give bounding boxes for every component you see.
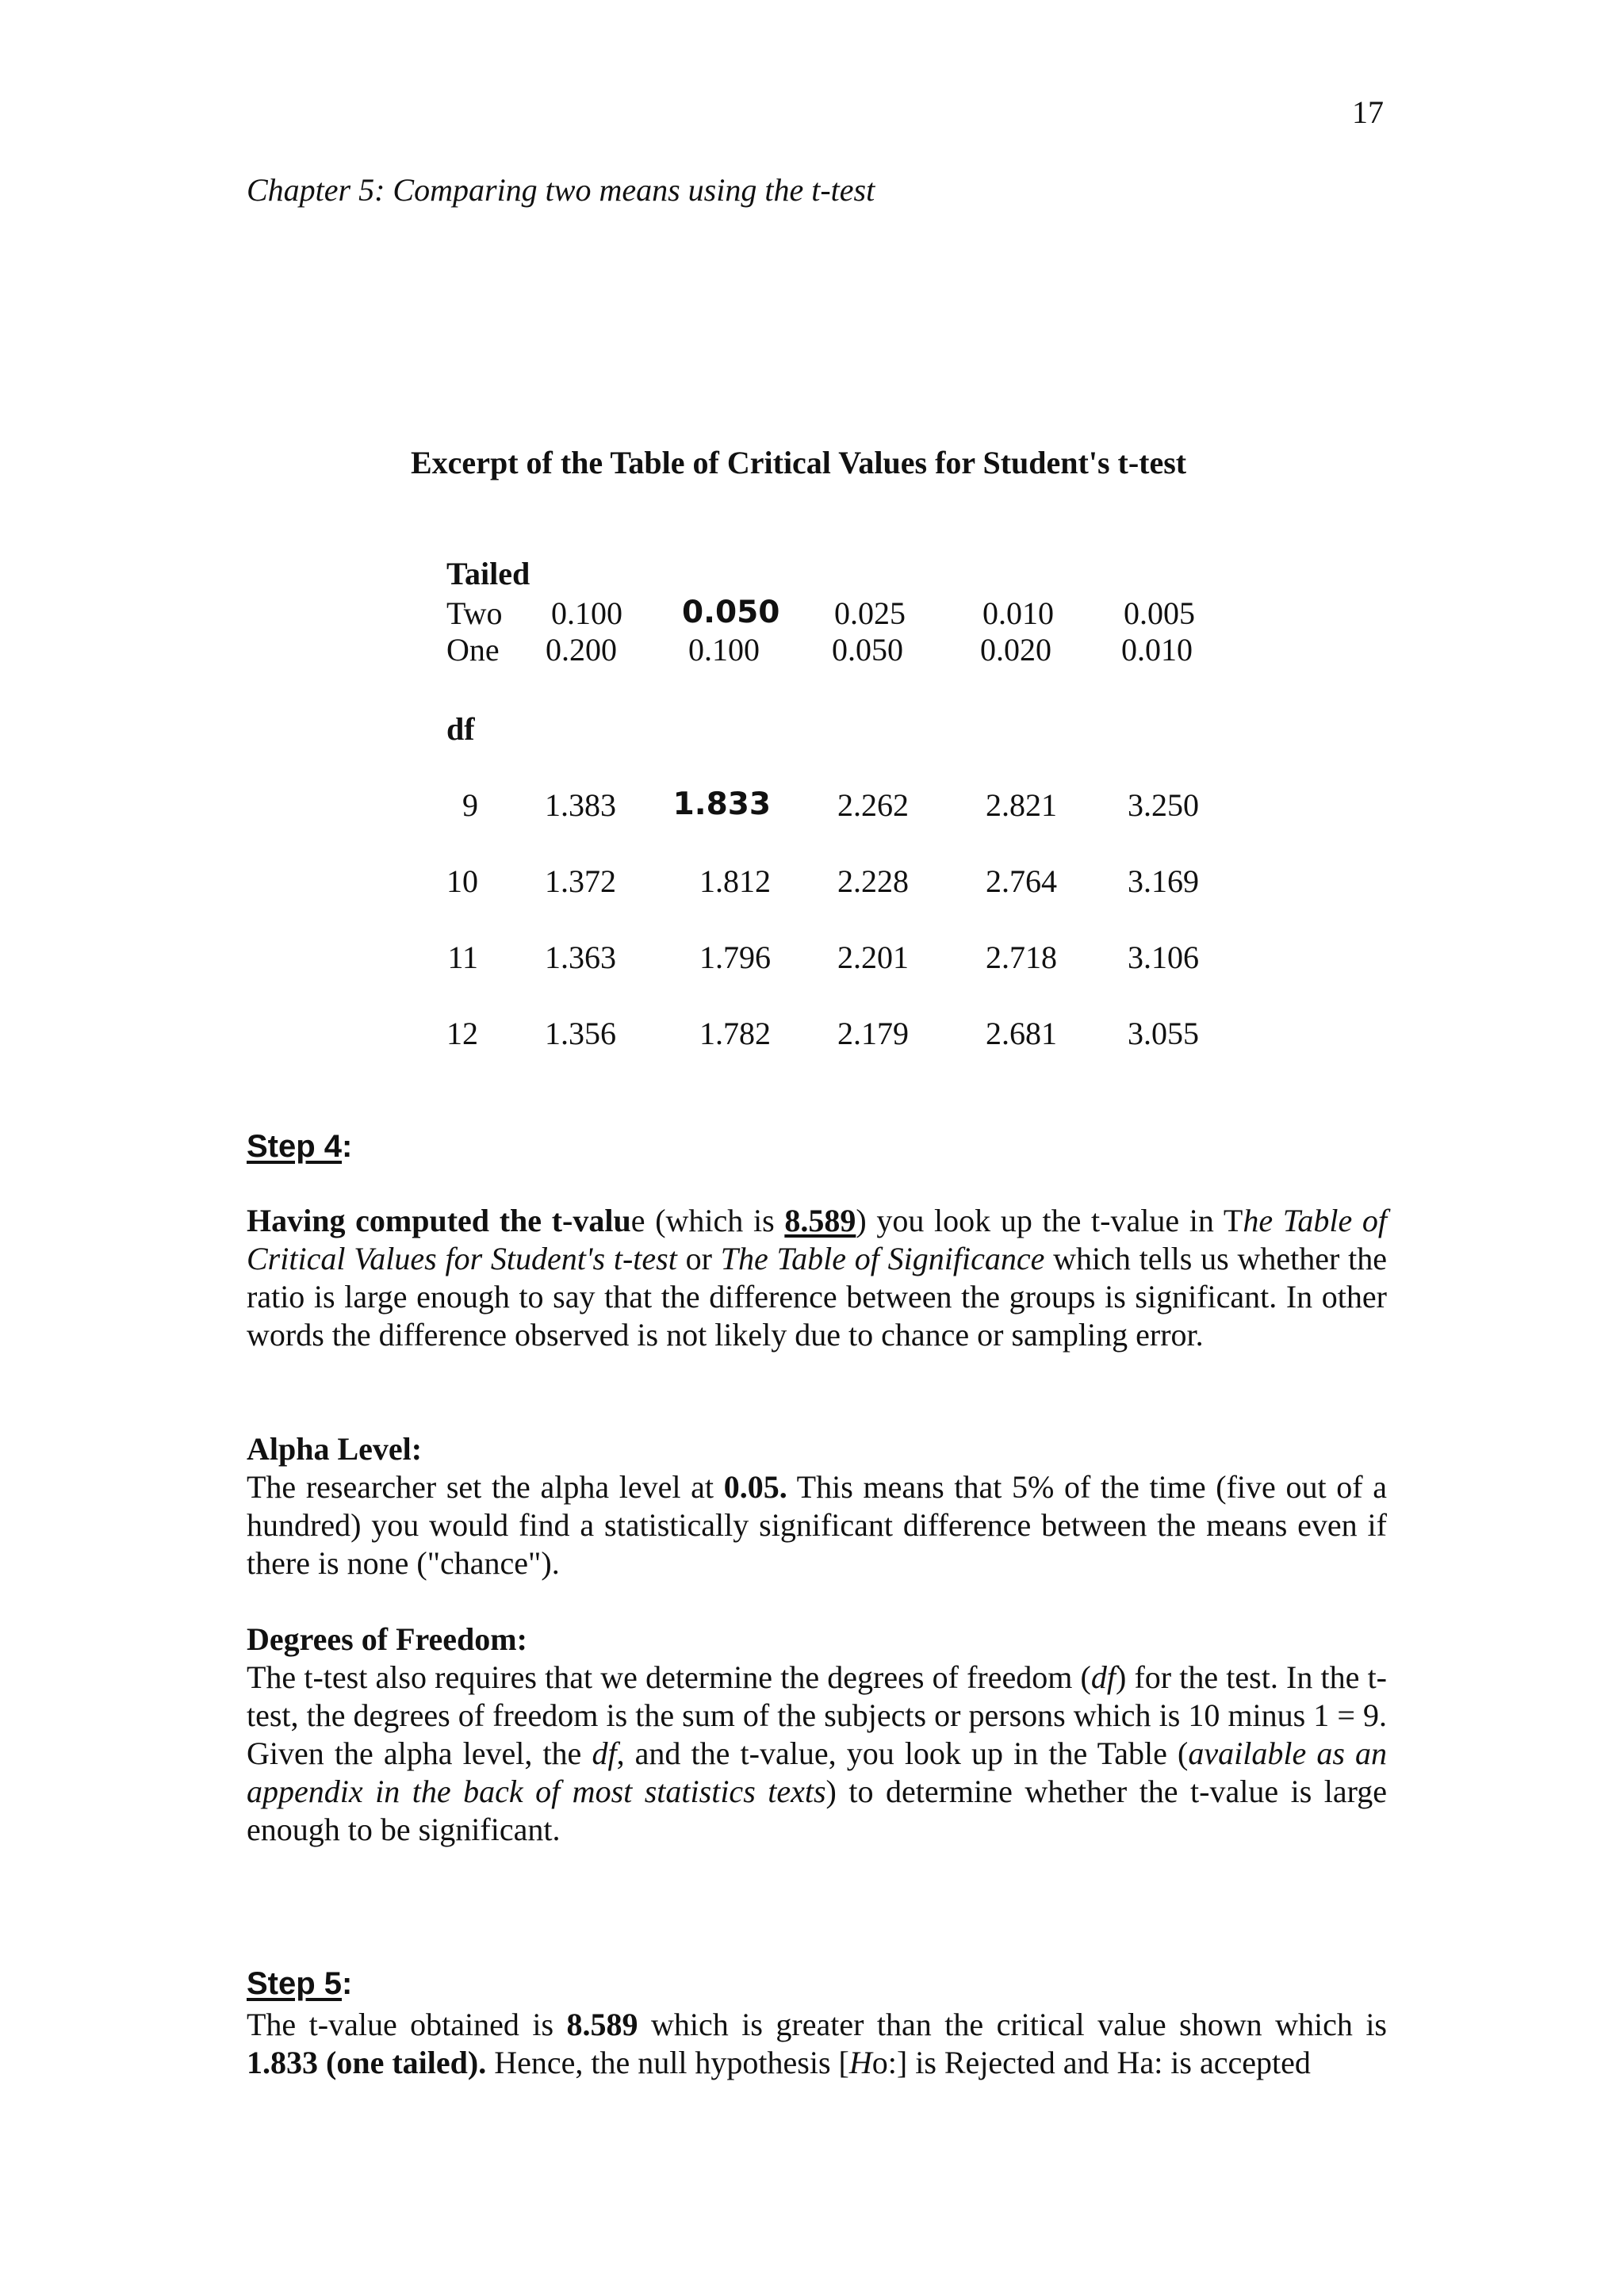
critical-value: 2.821 [986, 787, 1057, 823]
critical-value: 2.179 [837, 1016, 909, 1051]
two-tailed-alpha: 0.050 [682, 595, 780, 630]
df-label: df [446, 711, 475, 747]
text-run: ) to determine whether the t-value is large enough to be significant. [247, 1774, 1387, 1847]
step-4-colon: : [342, 1129, 353, 1164]
df-value: 12 [446, 1016, 478, 1051]
degrees-of-freedom-heading: Degrees of Freedom: [247, 1621, 527, 1657]
table-name-alt: The Table of Significance [720, 1241, 1045, 1276]
table-name: he Table of Critical Values for Student's t-test [247, 1203, 1388, 1276]
tvalue-figure: 8.589 [784, 1203, 856, 1238]
tvalue-figure: 8.589 [566, 2007, 638, 2042]
chapter-header: Chapter 5: Comparing two means using the t-test [247, 172, 875, 208]
one-label: One [446, 632, 500, 668]
critical-value: 3.106 [1128, 939, 1199, 975]
alpha-level-section [247, 1430, 1387, 1582]
critical-value: 2.228 [837, 863, 909, 899]
text-run: The t-value obtained is [247, 2007, 567, 2042]
page-number: 17 [1352, 94, 1384, 130]
critical-value-figure: 1.833 (one tailed). [247, 2045, 487, 2080]
one-tailed-alpha: 0.100 [688, 632, 760, 668]
critical-value: 1.796 [699, 939, 771, 975]
text-run: e (which is [630, 1203, 785, 1238]
critical-value: 1.782 [699, 1016, 771, 1051]
two-tailed-alpha: 0.010 [982, 595, 1054, 631]
critical-values-table [0, 555, 1624, 1062]
one-tailed-alpha: 0.200 [546, 632, 617, 668]
table-row [0, 863, 1624, 902]
text-run: or [676, 1241, 721, 1276]
critical-value: 1.363 [545, 939, 616, 975]
text-run: , and the t-value, you look up in the Table ( [616, 1735, 1189, 1771]
one-tailed-alpha: 0.020 [980, 632, 1051, 668]
critical-value: 2.262 [837, 787, 909, 823]
two-tailed-alpha: 0.025 [834, 595, 906, 631]
table-title: Excerpt of the Table of Critical Values for Student's t-test [411, 445, 1187, 480]
null-hypothesis-symbol: H [848, 2045, 872, 2080]
critical-value: 2.764 [986, 863, 1057, 899]
critical-value: 1.372 [545, 863, 616, 899]
table-row [0, 786, 1624, 826]
table-row [0, 1015, 1624, 1054]
text-run: which tells us whether the ratio is large enough to say that the difference between the groups is significant. In other words the difference observed is not likely due to chance or sampling error. [247, 1241, 1387, 1353]
step-4-heading [247, 1129, 352, 1165]
df-value: 11 [447, 939, 478, 975]
critical-value: 3.250 [1128, 787, 1199, 823]
text-run: Hence, the null hypothesis [ [486, 2045, 849, 2080]
alpha-value: 0.05. [723, 1469, 787, 1505]
text-run: o:] is Rejected and Ha: is accepted [871, 2045, 1311, 2080]
two-label: Two [446, 595, 503, 631]
step-4-paragraph [247, 1202, 1387, 1354]
step-5-colon: : [342, 1966, 353, 2001]
one-tailed-row [0, 631, 1624, 671]
one-tailed-alpha: 0.010 [1121, 632, 1193, 668]
degrees-of-freedom-section [247, 1621, 1387, 1849]
text-run: ) you look up the t-value in T [856, 1203, 1243, 1238]
two-tailed-row [0, 595, 1624, 634]
critical-value: 2.681 [986, 1016, 1057, 1051]
critical-value: 3.055 [1128, 1016, 1199, 1051]
df-term: df [592, 1735, 617, 1771]
two-tailed-alpha: 0.005 [1124, 595, 1195, 631]
step-5-label: Step 5 [247, 1966, 343, 2001]
df-value: 10 [446, 863, 478, 899]
one-tailed-alpha: 0.050 [832, 632, 903, 668]
critical-value: 2.718 [986, 939, 1057, 975]
critical-value: 1.356 [545, 1016, 616, 1051]
alpha-level-heading: Alpha Level: [247, 1431, 423, 1467]
tailed-label: Tailed [446, 556, 530, 591]
step-5-paragraph [247, 2006, 1387, 2082]
df-value: 9 [462, 787, 478, 823]
critical-value: 3.169 [1128, 863, 1199, 899]
text-run: This means that 5% of the time (five out of a hundred) you would find a statistically significant difference between the means even if there is none ("chance"). [247, 1469, 1387, 1581]
text-run: The t-test also requires that we determine the degrees of freedom ( [247, 1659, 1091, 1695]
text-run: which is greater than the critical value shown which is [638, 2007, 1387, 2042]
two-tailed-alpha: 0.100 [551, 595, 622, 631]
tvalue-lead: Having computed the t-valu [247, 1203, 631, 1238]
text-run: The researcher set the alpha level at [247, 1469, 724, 1505]
critical-value: 1.833 [672, 786, 771, 822]
step-5-heading [247, 1966, 352, 2002]
critical-value: 1.383 [545, 787, 616, 823]
critical-value: 1.812 [699, 863, 771, 899]
text-run: ) for the test. In the t-test, the degrees of freedom is the sum of the subjects or persons which is 10 minus 1 = 9. Given the alpha level, the [247, 1659, 1388, 1771]
appendix-note: available as an appendix in the back of most statistics texts [247, 1735, 1388, 1809]
critical-value: 2.201 [837, 939, 909, 975]
step-4-label: Step 4 [247, 1129, 343, 1164]
tailed-header-row [0, 555, 1624, 595]
df-term: df [1090, 1659, 1116, 1695]
table-row [0, 939, 1624, 978]
df-header-row [0, 710, 1624, 750]
